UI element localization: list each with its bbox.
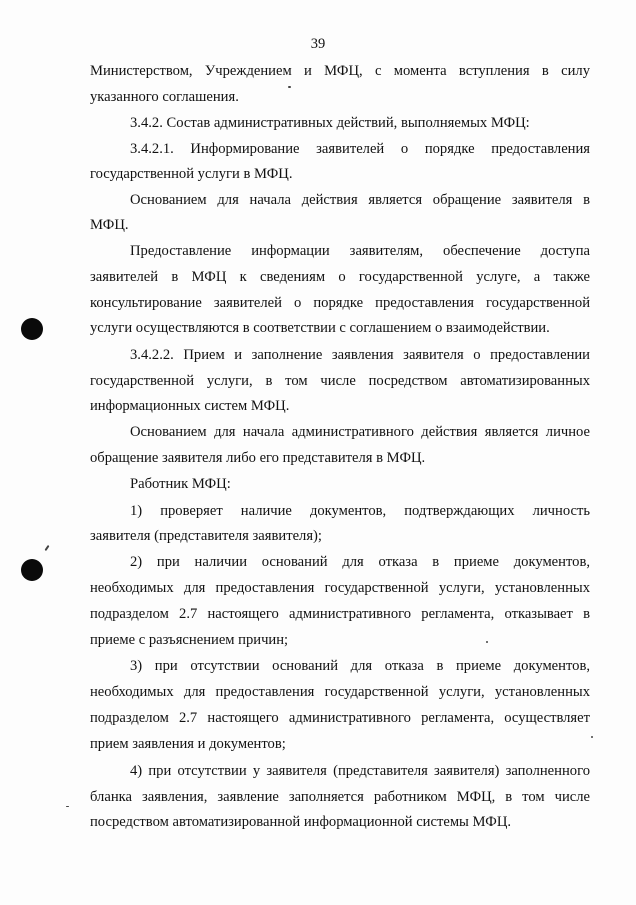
text-line: необходимых для предоставления государственной услуги, установленных <box>90 580 590 596</box>
punch-hole-lower <box>21 559 43 581</box>
scan-speck <box>44 545 49 551</box>
text-line: заявителя (представителя заявителя); <box>90 528 322 544</box>
text-line: 3.4.2. Состав административных действий, выполняемых МФЦ: <box>130 115 530 131</box>
punch-hole-upper <box>21 318 43 340</box>
text-line: указанного соглашения. <box>90 89 239 105</box>
text-line: информационных систем МФЦ. <box>90 398 290 414</box>
scan-speck <box>486 641 488 643</box>
text-line: услуги осуществляются в соответствии с соглашением о взаимодействии. <box>90 320 550 336</box>
text-line: подразделом 2.7 настоящего административного регламента, осуществляет <box>90 710 590 726</box>
text-line: Основанием для начала действия является обращение заявителя в <box>130 192 590 208</box>
text-line: Предоставление информации заявителям, обеспечение доступа <box>130 243 590 259</box>
text-line: 2) при наличии оснований для отказа в приеме документов, <box>130 554 590 570</box>
page-number: 39 <box>310 36 326 52</box>
scan-speck <box>591 736 593 738</box>
text-line: заявителей в МФЦ к сведениям о государственной услуге, а также <box>90 269 590 285</box>
scan-speck <box>288 86 291 88</box>
text-line: МФЦ. <box>90 217 129 233</box>
text-line: 1) проверяет наличие документов, подтверждающих личность <box>130 503 590 519</box>
text-line: государственной услуги, в том числе посредством автоматизированных <box>90 373 590 389</box>
text-line: 3.4.2.1. Информирование заявителей о порядке предоставления <box>130 141 590 157</box>
text-line: обращение заявителя либо его представителя в МФЦ. <box>90 450 426 466</box>
text-line: подразделом 2.7 настоящего административного регламента, отказывает в <box>90 606 590 622</box>
text-line: бланка заявления, заявление заполняется работником МФЦ, в том числе <box>90 789 590 805</box>
text-line: Основанием для начала административного действия является личное <box>130 424 590 440</box>
text-line: 4) при отсутствии у заявителя (представителя заявителя) заполненного <box>130 763 590 779</box>
text-line: необходимых для предоставления государственной услуги, установленных <box>90 684 590 700</box>
text-line: Министерством, Учреждением и МФЦ, с момента вступления в силу <box>90 63 590 79</box>
text-line: 3.4.2.2. Прием и заполнение заявления заявителя о предоставлении <box>130 347 590 363</box>
text-line: консультирование заявителей о порядке предоставления государственной <box>90 295 590 311</box>
text-line: прием заявления и документов; <box>90 736 286 752</box>
scan-speck <box>66 806 69 807</box>
text-line: 3) при отсутствии оснований для отказа в приеме документов, <box>130 658 590 674</box>
text-line: государственной услуги в МФЦ. <box>90 166 293 182</box>
text-line: посредством автоматизированной информационной системы МФЦ. <box>90 814 512 830</box>
text-line: Работник МФЦ: <box>130 476 231 492</box>
text-line: приеме с разъяснением причин; <box>90 632 289 648</box>
